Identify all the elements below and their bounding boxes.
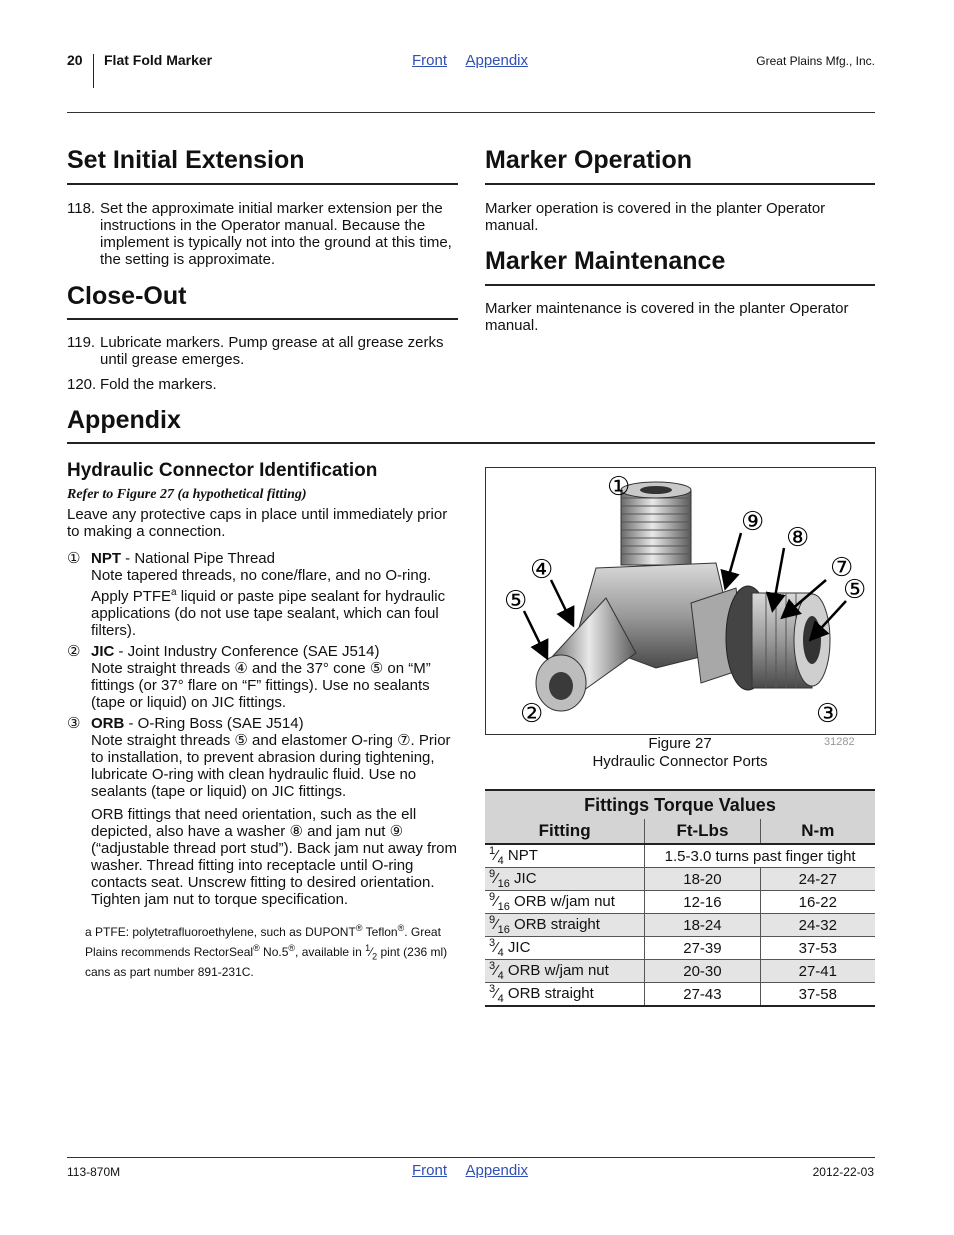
section-rule — [67, 442, 875, 444]
fitting-name: ORB w/jam nut — [509, 893, 615, 910]
fitting-cell: $^3⁄_4$ ORB straight — [485, 983, 645, 1007]
column-header-ft-lbs: Ft-Lbs — [645, 819, 760, 844]
fitting-item-npt — [67, 550, 459, 639]
fitting-name: JIC — [509, 870, 537, 887]
fraction-numerator: 3 — [489, 960, 496, 972]
footnote-text: Teflon — [362, 925, 398, 939]
torque-table-body — [485, 844, 875, 1006]
page-header — [67, 52, 875, 88]
footnote-text: . Great Plains recommends RectorSeal — [85, 925, 441, 959]
callout-5-left: ⑤ — [504, 586, 528, 616]
fitting-note-orientation: ORB fittings that need orientation, such as the ell depicted, also have a washer ⑧ and jam nut ⑨ (“adjustable thread port stud”). Back jam nut away from washer. Thread fitting into receptacle until O-ring contacts seat. Unscrew fitting to desired orientation. Tighten jam nut to torque specification. — [91, 806, 457, 908]
section-rule — [485, 183, 875, 185]
fitting-abbr: NPT — [91, 550, 121, 567]
footer-front-link[interactable]: Front — [412, 1162, 448, 1179]
footnote-mark: a — [171, 587, 177, 598]
fraction-denominator: 16 — [497, 924, 510, 936]
footnote-text: pint (236 ml) cans as part number 891-231C. — [85, 945, 448, 980]
fraction-numerator: 3 — [489, 937, 496, 949]
header-nav — [412, 52, 542, 70]
step-119 — [67, 334, 459, 368]
table-row — [485, 960, 875, 983]
fitting-cell: $^1⁄_4$ NPT — [485, 844, 645, 868]
figure-caption-title: Hydraulic Connector Ports — [592, 753, 768, 770]
n-m-cell: 37-58 — [760, 983, 875, 1007]
fraction-numerator: 1 — [489, 845, 496, 857]
step-number: 119. — [67, 334, 96, 351]
n-m-cell: 24-27 — [760, 868, 875, 891]
footnote-text: No.5 — [259, 945, 289, 959]
table-title: Fittings Torque Values — [485, 790, 875, 819]
callout-1: ① — [607, 472, 631, 502]
ft-lbs-cell: 12-16 — [645, 891, 760, 914]
header-divider — [93, 54, 94, 88]
table-row — [485, 868, 875, 891]
callout-3: ③ — [816, 699, 840, 729]
footer-rule — [67, 1157, 875, 1158]
footer-nav — [412, 1162, 542, 1180]
fraction-denominator: 2 — [372, 951, 378, 962]
fraction-numerator: 3 — [489, 983, 496, 995]
callout-2: ② — [520, 699, 544, 729]
fitting-item-orb — [67, 715, 459, 908]
n-m-cell: 24-32 — [760, 914, 875, 937]
callout-9: ⑨ — [741, 507, 765, 537]
column-header-n-m: N-m — [760, 819, 875, 844]
set-initial-extension-steps — [67, 200, 459, 276]
fitting-name: - Joint Industry Conference (SAE J514) — [114, 643, 380, 660]
footnote-text: PTFE: polytetrafluoroethylene, such as DUPONT — [95, 925, 356, 939]
fraction-numerator: 9 — [489, 868, 496, 880]
ft-lbs-cell: 1.5-3.0 turns past finger tight — [645, 844, 875, 868]
fraction-denominator: 4 — [497, 947, 504, 959]
step-text: Set the approximate initial marker extension per the instructions in the Operator manual. Because the implement is typically not into the ground at this time, the setting is approximate. — [100, 200, 452, 268]
ft-lbs-cell: 18-24 — [645, 914, 760, 937]
header-front-link[interactable]: Front — [412, 52, 448, 69]
fitting-cell: $^9⁄_{16}$ ORB w/jam nut — [485, 891, 645, 914]
figure-caption-number: Figure 27 — [648, 735, 712, 752]
appendix-heading: Appendix — [67, 406, 181, 434]
fitting-name: NPT — [503, 847, 538, 864]
column-header-fitting: Fitting — [485, 819, 645, 844]
fraction-denominator: 16 — [497, 901, 510, 913]
fitting-name: ORB w/jam nut — [503, 962, 609, 979]
header-rule — [67, 112, 875, 113]
fitting-name: ORB straight — [503, 985, 594, 1002]
fitting-note-cont: liquid or paste pipe sealant for hydraulic applications (do not use tape sealant, which can foul filters). — [91, 588, 446, 639]
footer-doc-number: 113-870M — [67, 1165, 121, 1179]
callout-number: ② — [67, 643, 81, 660]
section-rule — [67, 183, 458, 185]
ft-lbs-cell: 18-20 — [645, 868, 760, 891]
header-title: Flat Fold Marker — [104, 52, 213, 68]
step-number: 120. — [67, 376, 97, 393]
step-text: Fold the markers. — [100, 376, 217, 393]
ft-lbs-cell: 20-30 — [645, 960, 760, 983]
footer-date: 2012-22-03 — [812, 1165, 874, 1179]
n-m-cell: 37-53 — [760, 937, 875, 960]
callout-number: ① — [67, 550, 81, 567]
fitting-note: Note straight threads ⑤ and elastomer O-ring ⑦. Prior to installation, to prevent abrasion during tightening, lubricate O-ring with clean hydraulic fluid. Use no sealants (tape or liquid) on JIC fittings. — [91, 732, 451, 800]
n-m-cell: 16-22 — [760, 891, 875, 914]
ptfe-footnote: a PTFE: polytetrafluoroethylene, such as DUPONT® Teflon®. Great Plains recommends RectorSeal® No.5®, available in $^1⁄_2$ pint (236 ml) cans as part number 891-231C. — [85, 923, 448, 980]
callout-5-right: ⑤ — [843, 575, 867, 605]
figure-image-number: 31282 — [824, 736, 855, 748]
set-initial-extension-heading: Set Initial Extension — [67, 146, 305, 174]
registered-mark: ® — [397, 923, 405, 933]
fraction-numerator: 9 — [489, 891, 496, 903]
marker-maintenance-heading: Marker Maintenance — [485, 247, 726, 275]
page-number: 20 — [67, 52, 83, 68]
section-rule — [485, 284, 875, 286]
footnote-text: , available in — [295, 945, 366, 959]
ft-lbs-cell: 27-39 — [645, 937, 760, 960]
fitting-abbr: JIC — [91, 643, 115, 660]
figure-reference: Refer to Figure 27 (a hypothetical fitting) — [67, 487, 307, 502]
marker-operation-text: Marker operation is covered in the planter Operator manual. — [485, 200, 826, 234]
table-row — [485, 844, 875, 868]
close-out-steps — [67, 334, 459, 401]
fitting-type-list — [67, 550, 459, 912]
table-row — [485, 983, 875, 1007]
callout-number: ③ — [67, 715, 81, 732]
header-company: Great Plains Mfg., Inc. — [756, 54, 875, 68]
marker-maintenance-text: Marker maintenance is covered in the planter Operator manual. — [485, 300, 849, 334]
hydraulic-connector-figure — [485, 467, 876, 735]
figure-caption — [485, 735, 875, 771]
n-m-cell: 27-41 — [760, 960, 875, 983]
fraction-denominator: 4 — [497, 855, 504, 867]
callout-7: ⑦ — [830, 553, 854, 583]
step-number: 118. — [67, 200, 96, 217]
table-row — [485, 937, 875, 960]
fitting-note: Note tapered threads, no cone/flare, and no O-ring. Apply PTFE — [91, 567, 432, 605]
fitting-cell: $^3⁄_4$ JIC — [485, 937, 645, 960]
fraction-denominator: 4 — [497, 970, 504, 982]
table-row — [485, 914, 875, 937]
fitting-abbr: ORB — [91, 715, 125, 732]
step-120 — [67, 376, 459, 393]
fitting-cell: $^9⁄_{16}$ JIC — [485, 868, 645, 891]
ft-lbs-cell: 27-43 — [645, 983, 760, 1007]
fitting-name: - National Pipe Thread — [121, 550, 275, 567]
fitting-illustration — [486, 468, 875, 734]
fitting-cell: $^3⁄_4$ ORB w/jam nut — [485, 960, 645, 983]
fitting-name: - O-Ring Boss (SAE J514) — [124, 715, 304, 732]
hydraulic-connector-heading: Hydraulic Connector Identification — [67, 460, 378, 481]
fraction-numerator: 1 — [365, 943, 371, 953]
registered-mark: ® — [288, 943, 296, 953]
fitting-cell: $^9⁄_{16}$ ORB straight — [485, 914, 645, 937]
section-rule — [67, 318, 458, 320]
callout-8: ⑧ — [786, 523, 810, 553]
fraction-numerator: 9 — [489, 914, 496, 926]
callout-4: ④ — [530, 555, 554, 585]
table-row — [485, 891, 875, 914]
fraction-denominator: 4 — [497, 993, 504, 1005]
marker-operation-heading: Marker Operation — [485, 146, 693, 174]
appendix-intro: Leave any protective caps in place until immediately prior to making a connection. — [67, 506, 448, 540]
fraction-denominator: 16 — [497, 878, 510, 890]
step-text: Lubricate markers. Pump grease at all grease zerks until grease emerges. — [100, 334, 444, 368]
header-appendix-link[interactable]: Appendix — [465, 52, 529, 69]
registered-mark: ® — [253, 943, 260, 953]
step-118 — [67, 200, 459, 268]
close-out-heading: Close-Out — [67, 282, 187, 310]
fittings-torque-table — [485, 789, 875, 1007]
fitting-item-jic — [67, 643, 459, 711]
footnote-letter: a — [85, 925, 92, 939]
fitting-note: Note straight threads ④ and the 37° cone ⑤ on “M” fittings (or 37° flare on “F” fittings). Use no sealants (tape or liquid) on JIC fittings. — [91, 660, 431, 711]
fitting-name: JIC — [503, 939, 531, 956]
footer-appendix-link[interactable]: Appendix — [465, 1162, 529, 1179]
registered-mark: ® — [355, 923, 363, 933]
fitting-name: ORB straight — [509, 916, 600, 933]
